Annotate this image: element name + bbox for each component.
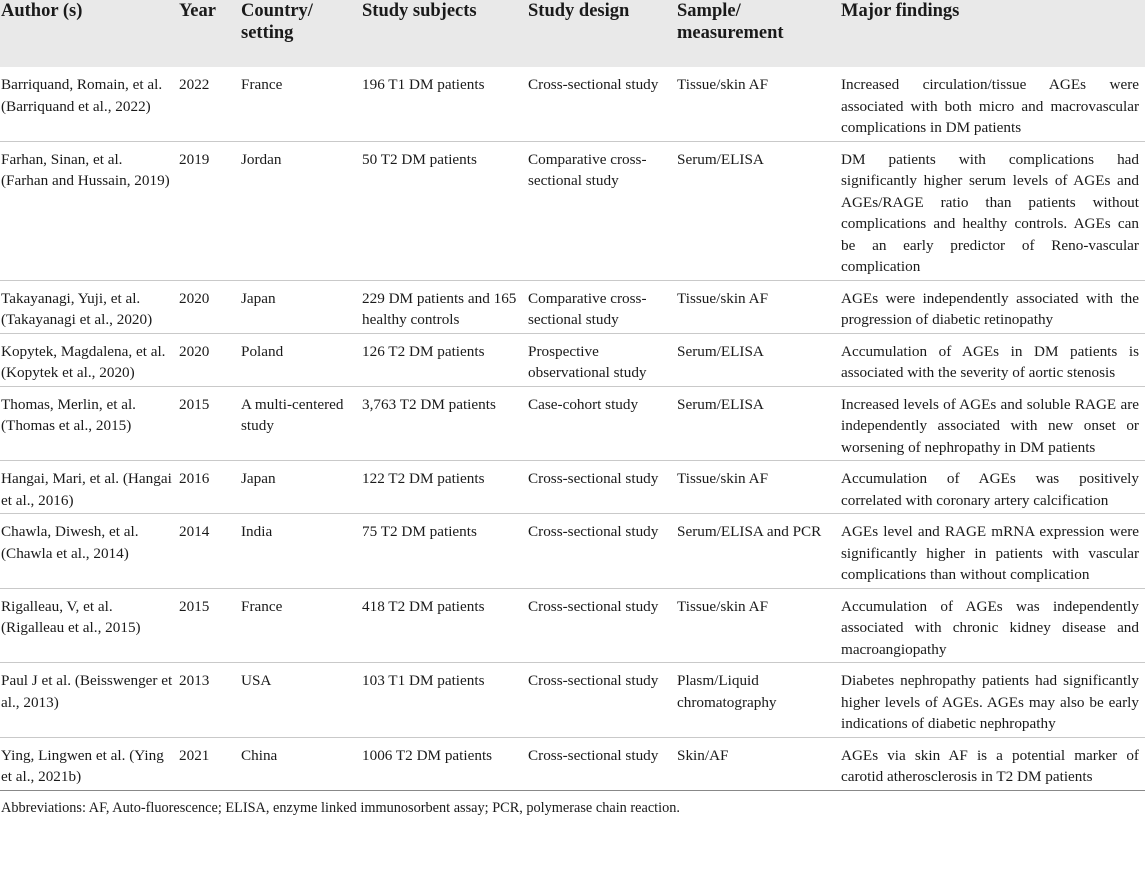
cell-findings: Accumulation of AGEs was independently associated with chronic kidney disease and macroangiopathy xyxy=(841,588,1145,663)
cell-country: Japan xyxy=(241,461,362,514)
cell-findings: AGEs level and RAGE mRNA expression were significantly higher in patients with vascular complications than without complication xyxy=(841,514,1145,589)
cell-design: Cross-sectional study xyxy=(528,514,677,589)
cell-country: Japan xyxy=(241,280,362,333)
header-subjects: Study subjects xyxy=(362,1,477,21)
cell-design: Cross-sectional study xyxy=(528,588,677,663)
cell-design: Comparative cross-sectional study xyxy=(528,141,677,280)
cell-year: 2015 xyxy=(179,386,241,461)
cell-design: Cross-sectional study xyxy=(528,461,677,514)
cell-findings: Accumulation of AGEs was positively correlated with coronary artery calcification xyxy=(841,461,1145,514)
header-country: Country/ setting xyxy=(241,1,313,43)
cell-subjects: 3,763 T2 DM patients xyxy=(362,386,528,461)
cell-subjects: 75 T2 DM patients xyxy=(362,514,528,589)
table-row xyxy=(0,737,1145,790)
cell-subjects: 418 T2 DM patients xyxy=(362,588,528,663)
cell-author: Hangai, Mari, et al. (Hangai et al., 2016) xyxy=(0,461,179,514)
cell-author: Kopytek, Magdalena, et al. (Kopytek et al., 2020) xyxy=(0,333,179,386)
cell-sample: Serum/ELISA xyxy=(677,386,841,461)
header-findings: Major findings xyxy=(841,1,960,21)
header-row xyxy=(0,0,1145,67)
cell-findings: AGEs were independently associated with the progression of diabetic retinopathy xyxy=(841,280,1145,333)
cell-sample: Serum/ELISA and PCR xyxy=(677,514,841,589)
table-row xyxy=(0,663,1145,738)
table-row xyxy=(0,386,1145,461)
cell-findings: DM patients with complications had significantly higher serum levels of AGEs and AGEs/RAGE ratio than patients without complications and healthy controls. AGEs can be an early predictor of Reno-vascular complication xyxy=(841,141,1145,280)
table-header xyxy=(0,0,1145,67)
cell-subjects: 103 T1 DM patients xyxy=(362,663,528,738)
table-row xyxy=(0,333,1145,386)
cell-country: A multi-centered study xyxy=(241,386,362,461)
cell-subjects: 122 T2 DM patients xyxy=(362,461,528,514)
cell-year: 2019 xyxy=(179,141,241,280)
table-row xyxy=(0,461,1145,514)
cell-subjects: 1006 T2 DM patients xyxy=(362,737,528,790)
cell-findings: Increased levels of AGEs and soluble RAGE are independently associated with new onset or worsening of nephropathy in DM patients xyxy=(841,386,1145,461)
cell-year: 2016 xyxy=(179,461,241,514)
cell-year: 2020 xyxy=(179,333,241,386)
cell-year: 2022 xyxy=(179,67,241,141)
header-author: Author (s) xyxy=(1,1,83,21)
cell-year: 2013 xyxy=(179,663,241,738)
cell-country: USA xyxy=(241,663,362,738)
cell-country: Poland xyxy=(241,333,362,386)
cell-sample: Tissue/skin AF xyxy=(677,461,841,514)
cell-sample: Skin/AF xyxy=(677,737,841,790)
cell-country: Jordan xyxy=(241,141,362,280)
cell-findings: Diabetes nephropathy patients had significantly higher levels of AGEs. AGEs may also be early indications of diabetic nephropathy xyxy=(841,663,1145,738)
cell-year: 2021 xyxy=(179,737,241,790)
cell-author: Takayanagi, Yuji, et al. (Takayanagi et al., 2020) xyxy=(0,280,179,333)
cell-subjects: 126 T2 DM patients xyxy=(362,333,528,386)
cell-subjects: 229 DM patients and 165 healthy controls xyxy=(362,280,528,333)
cell-subjects: 50 T2 DM patients xyxy=(362,141,528,280)
cell-year: 2014 xyxy=(179,514,241,589)
cell-sample: Serum/ELISA xyxy=(677,141,841,280)
cell-design: Cross-sectional study xyxy=(528,737,677,790)
cell-findings: Increased circulation/tissue AGEs were associated with both micro and macrovascular complications in DM patients xyxy=(841,67,1145,141)
table-row xyxy=(0,141,1145,280)
cell-country: India xyxy=(241,514,362,589)
cell-design: Cross-sectional study xyxy=(528,67,677,141)
cell-findings: AGEs via skin AF is a potential marker of carotid atherosclerosis in T2 DM patients xyxy=(841,737,1145,790)
cell-sample: Plasm/Liquid chromatography xyxy=(677,663,841,738)
cell-design: Case-cohort study xyxy=(528,386,677,461)
table-row xyxy=(0,514,1145,589)
cell-country: China xyxy=(241,737,362,790)
cell-design: Cross-sectional study xyxy=(528,663,677,738)
table-footnote: Abbreviations: AF, Auto-fluorescence; ELISA, enzyme linked immunosorbent assay; PCR, polymerase chain reaction. xyxy=(1,799,680,816)
cell-country: France xyxy=(241,588,362,663)
cell-design: Prospective observational study xyxy=(528,333,677,386)
cell-findings: Accumulation of AGEs in DM patients is associated with the severity of aortic stenosis xyxy=(841,333,1145,386)
cell-sample: Tissue/skin AF xyxy=(677,280,841,333)
table-row xyxy=(0,588,1145,663)
cell-sample: Tissue/skin AF xyxy=(677,67,841,141)
cell-author: Farhan, Sinan, et al. (Farhan and Hussain, 2019) xyxy=(0,141,179,280)
cell-sample: Tissue/skin AF xyxy=(677,588,841,663)
cell-sample: Serum/ELISA xyxy=(677,333,841,386)
header-year: Year xyxy=(179,1,216,21)
cell-year: 2015 xyxy=(179,588,241,663)
cell-country: France xyxy=(241,67,362,141)
header-sample: Sample/ measurement xyxy=(677,1,784,43)
table-row xyxy=(0,67,1145,141)
cell-design: Comparative cross-sectional study xyxy=(528,280,677,333)
table-row xyxy=(0,280,1145,333)
cell-author: Barriquand, Romain, et al. (Barriquand et al., 2022) xyxy=(0,67,179,141)
cell-author: Chawla, Diwesh, et al. (Chawla et al., 2014) xyxy=(0,514,179,589)
header-design: Study design xyxy=(528,1,630,21)
cell-author: Ying, Lingwen et al. (Ying et al., 2021b) xyxy=(0,737,179,790)
cell-author: Rigalleau, V, et al. (Rigalleau et al., 2015) xyxy=(0,588,179,663)
cell-year: 2020 xyxy=(179,280,241,333)
cell-author: Paul J et al. (Beisswenger et al., 2013) xyxy=(0,663,179,738)
table-body xyxy=(0,67,1145,790)
cell-subjects: 196 T1 DM patients xyxy=(362,67,528,141)
cell-author: Thomas, Merlin, et al. (Thomas et al., 2015) xyxy=(0,386,179,461)
